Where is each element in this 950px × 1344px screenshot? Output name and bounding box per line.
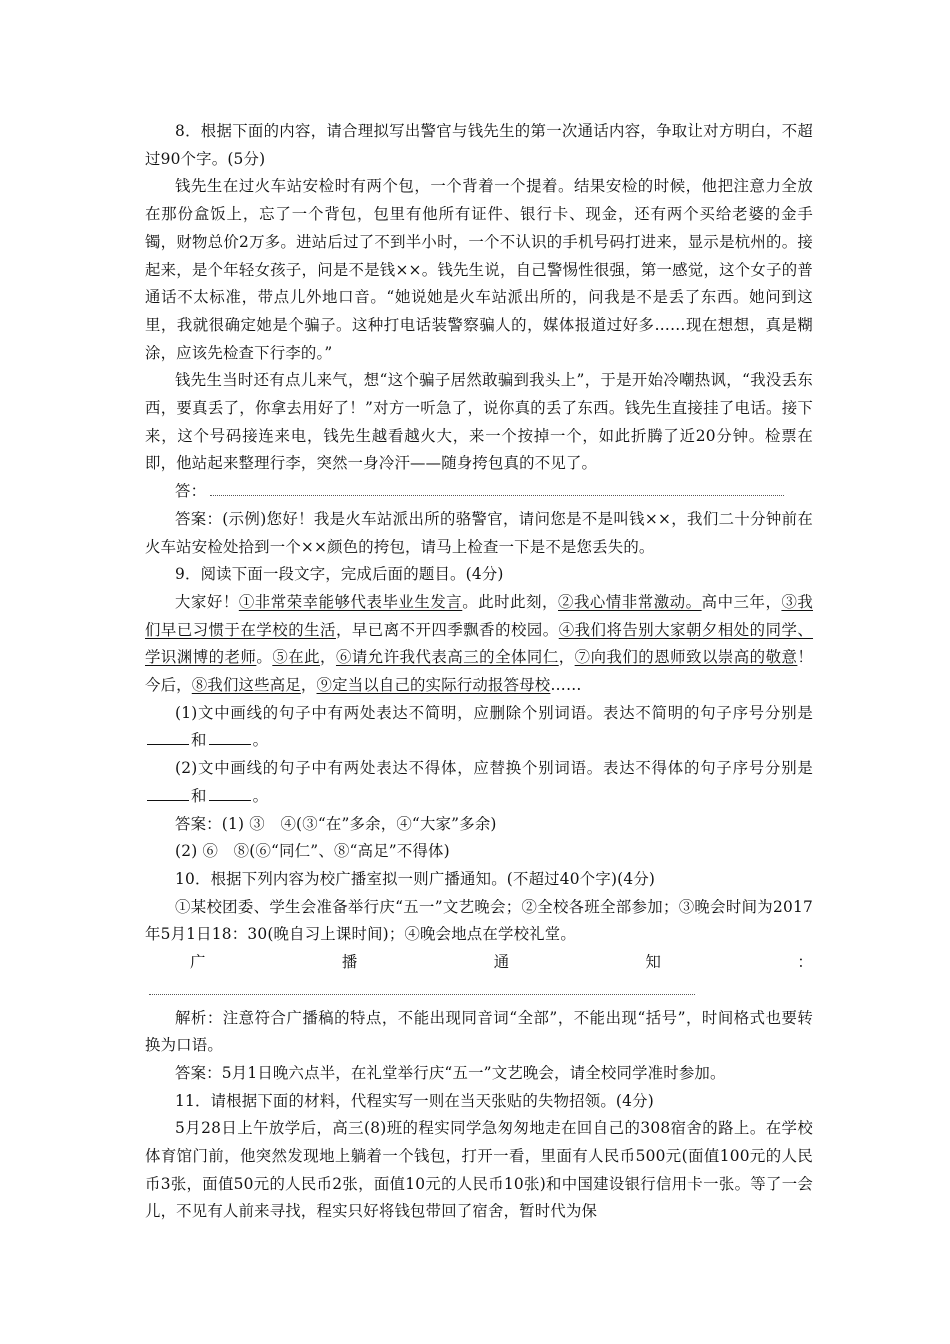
notice-blank-line: [149, 982, 695, 995]
and-text: 和: [191, 731, 207, 750]
passage-text: 高中三年，: [701, 592, 782, 611]
question-10-notice-line: [145, 949, 813, 1004]
question-9-passage: [145, 589, 813, 700]
passage-text: ……: [550, 676, 582, 695]
passage-text: ，早已离不开四季飘香的校园。: [335, 620, 559, 639]
question-11-material: 5月28日上午放学后，高三(8)班的程实同学急匆匆地走在回自己的308宿舍的路上。在学校体育馆门前，他突然发现地上躺着一个钱包，打开一看，里面有人民币500元(面值100元的人民币3张，面值50元的人民币2张，面值10元的人民币10张)和中国建设银行信用卡一张。等了一会儿，不见有人前来寻找，程实只好将钱包带回了宿舍，暂时代为保: [145, 1119, 813, 1221]
underlined-sentence: ⑧我们这些高足: [191, 676, 301, 695]
question-10-answer: 答案：5月1日晚六点半，在礼堂举行庆“五一”文艺晚会，请全校同学准时参加。: [175, 1063, 726, 1082]
answer-blank: [209, 730, 251, 745]
question-11-prompt: 11．请根据下面的材料，代程实写一则在当天张贴的失物招领。(4分): [175, 1091, 654, 1110]
question-8-material-paragraph-1: 钱先生在过火车站安检时有两个包，一个背着一个提着。结果安检的时候，他把注意力全放在那份盒饭上，忘了一个背包，包里有他所有证件、银行卡、现金，还有两个买给老婆的金手镯，财物总价2万多。进站后过了不到半小时，一个不认识的手机号码打进来，显示是杭州的。接起来，是个年轻女孩子，问是不是钱××。钱先生说，自己警惕性很强，第一感觉，这个女子的普通话不太标准，带点儿外地口音。“她说她是火车站派出所的，问我是不是丢了东西。她问到这里，我就很确定她是个骗子。这种打电话装警察骗人的，媒体报道过好多……现在想想，真是糊涂，应该先检查下行李的。”: [145, 177, 813, 362]
passage-text: ，: [558, 648, 575, 667]
underlined-sentence: ⑤在此: [272, 648, 321, 667]
document-page: [145, 118, 813, 1226]
passage-text: ！今后，: [145, 648, 814, 695]
underlined-sentence: ③我们早已习惯于在学校的生活: [145, 592, 813, 639]
passage-text: ，: [320, 648, 336, 667]
passage-text: 大家好！: [175, 592, 239, 611]
underlined-sentence: ①非常荣幸能够代表毕业生发言: [238, 592, 463, 611]
underlined-sentence: ④我们将告别大家朝夕相处的同学、学识渊博的老师: [145, 620, 814, 667]
notice-label: 广播通知：: [190, 953, 813, 972]
and-text: 和: [191, 786, 207, 805]
sub-2-text: (2)文中画线的句子中有两处表达不得体，应替换个别词语。表达不得体的句子序号分别是: [175, 759, 813, 778]
question-8-answer: 答案：(示例)您好！我是火车站派出所的骆警官，请问您是不是叫钱××，我们二十分钟前在火车站安检处拾到一个××颜色的挎包，请马上检查一下是不是您丢失的。: [145, 509, 813, 556]
question-8-answer-line: [145, 478, 813, 506]
question-9-sub-2: [145, 755, 813, 810]
question-9-answer-1: 答案：(1) ③ ④(③“在”多余，④“大家”多余): [175, 814, 497, 833]
question-9-prompt: 9．阅读下面一段文字，完成后面的题目。(4分): [175, 565, 504, 584]
underlined-sentence: ⑥请允许我代表高三的全体同仁: [335, 648, 559, 667]
passage-text: 。此时此刻，: [462, 592, 559, 611]
answer-label: 答：: [175, 482, 207, 501]
question-9-answer-2: (2) ⑥ ⑧(⑥“同仁”、⑧“高足”不得体): [175, 842, 450, 861]
passage-text: 。: [256, 648, 273, 667]
question-10-content: ①某校团委、学生会准备举行庆“五一”文艺晚会；②全校各班全部参加；③晚会时间为2017年5月1日18：30(晚自习上课时间)；④晚会地点在学校礼堂。: [145, 897, 813, 944]
answer-blank: [147, 786, 189, 801]
sub-1-text: (1)文中画线的句子中有两处表达不简明，应删除个别词语。表达不简明的句子序号分别是: [175, 703, 813, 722]
underlined-sentence: ②我心情非常激动。: [558, 592, 702, 611]
question-8-prompt: 8．根据下面的内容，请合理拟写出警官与钱先生的第一次通话内容，争取让对方明白，不超过90个字。(5分): [145, 122, 813, 168]
answer-blank: [147, 730, 189, 745]
answer-blank-line: [210, 483, 784, 496]
sub-1-end: 。: [252, 731, 269, 750]
passage-text: ，: [300, 676, 317, 695]
question-10-analysis: 解析：注意符合广播稿的特点，不能出现同音词“全部”，不能出现“括号”，时间格式也要转换为口语。: [145, 1008, 813, 1055]
answer-blank: [209, 786, 251, 801]
sub-2-end: 。: [252, 786, 269, 805]
question-8-material-paragraph-2: 钱先生当时还有点儿来气，想“这个骗子居然敢骗到我头上”，于是开始冷嘲热讽，“我没丢东西，要真丢了，你拿去用好了！”对方一听急了，说你真的丢了东西。钱先生直接挂了电话。接下来，这个号码接连来电，钱先生越看越火大，来一个按掉一个，如此折腾了近20分钟。检票在即，他站起来整理行李，突然一身冷汗——随身挎包真的不见了。: [145, 371, 813, 473]
question-9-sub-1: [145, 700, 813, 755]
underlined-sentence: ⑨定当以自己的实际行动报答母校: [316, 676, 551, 695]
question-10-prompt: 10．根据下列内容为校广播室拟一则广播通知。(不超过40个字)(4分): [175, 869, 656, 888]
underlined-sentence: ⑦向我们的恩师致以崇高的敬意: [574, 648, 798, 667]
